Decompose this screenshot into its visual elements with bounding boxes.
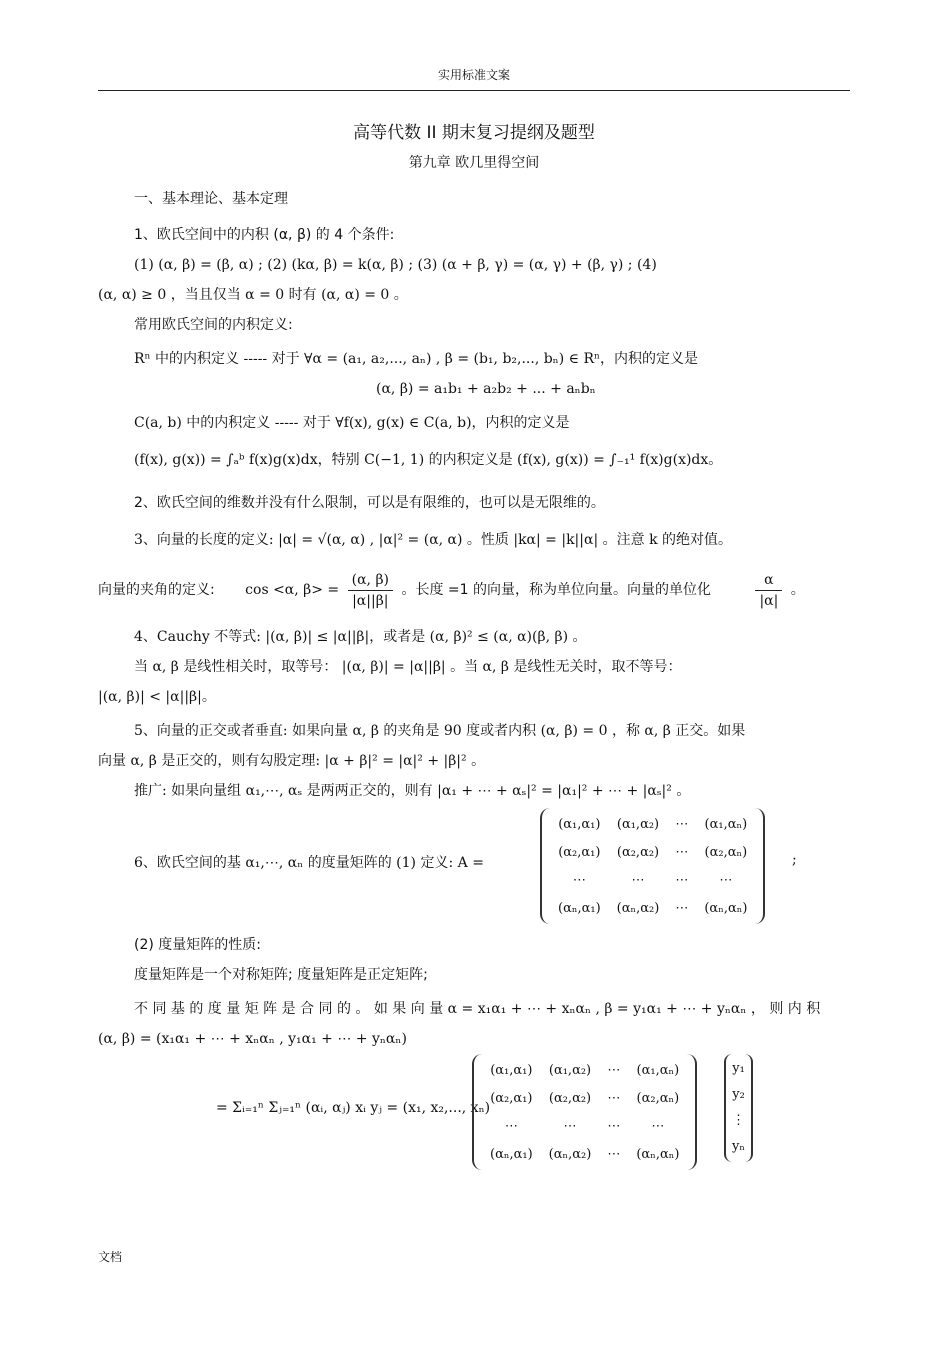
matrix-cell: ⋯: [675, 816, 689, 832]
vector-entry: y₁: [732, 1061, 745, 1076]
matrix-cell: ⋯: [504, 1118, 518, 1134]
congruence-statement: 不 同 基 的 度 量 矩 阵 是 合 同 的 。 如 果 向 量 α = x₁α₁ + ⋯ + xₙαₙ , β = y₁α₁ + ⋯ + yₙαₙ ， 则 内 积: [134, 1001, 821, 1017]
common-inner-product-heading: 常用欧氏空间的内积定义:: [134, 317, 293, 333]
metric-matrix-end: ;: [792, 852, 797, 868]
vector-entry: y₂: [732, 1087, 745, 1102]
inner-product-expansion: (α, β) = (x₁α₁ + ⋯ + xₙαₙ , y₁α₁ + ⋯ + yₙαₙ): [98, 1031, 407, 1047]
metric-matrix-table: [550, 810, 755, 922]
matrix-cell: (α₂,α₁): [490, 1090, 533, 1106]
matrix-cell: (αₙ,α₂): [616, 900, 660, 916]
metric-matrix: [540, 808, 765, 924]
page-footer: 文档: [98, 1250, 123, 1264]
matrix-cell: (αₙ,αₙ): [704, 900, 748, 916]
matrix-cell: (α₁,α₁): [490, 1062, 533, 1078]
unit-end: 。: [790, 582, 805, 598]
matrix-cell: (αₙ,α₁): [490, 1146, 533, 1162]
angle-denominator: |α||β|: [352, 592, 389, 609]
matrix-cell: ⋯: [572, 872, 586, 888]
page-header: 实用标准文案: [98, 62, 850, 91]
matrix-cell: (α₁,α₂): [548, 1062, 592, 1078]
vector-entry: yₙ: [732, 1139, 745, 1154]
rn-inner-product-formula: (α, β) = a₁b₁ + a₂b₂ + ... + aₙbₙ: [376, 381, 596, 397]
section-heading: 一、基本理论、基本定理: [134, 191, 288, 207]
cauchy-equality: 当 α, β 是线性相关时，取等号： |(α, β)| = |α||β| 。当 α, β 是线性无关时，取不等号：: [134, 659, 682, 675]
angle-cos: cos <α, β> =: [245, 582, 340, 598]
angle-definition: [98, 562, 850, 618]
unit-numerator: α: [755, 570, 782, 591]
matrix-cell: ⋯: [607, 1118, 621, 1134]
cab-inner-product-formula: (f(x), g(x)) = ∫ₐᵇ f(x)g(x)dx，特别 C(−1, 1) 的内积定义是 (f(x), g(x)) = ∫₋₁¹ f(x)g(x)dx。: [134, 452, 723, 468]
paragraph-inner-product: 1、欧氏空间中的内积 (α, β) 的 4 个条件:: [134, 227, 395, 243]
metric-matrix-repeat-table: [482, 1056, 687, 1168]
matrix-cell: (α₂,αₙ): [636, 1090, 680, 1106]
matrix-cell: (α₂,α₂): [616, 844, 660, 860]
cauchy-inequality: 4、Cauchy 不等式: |(α, β)| ≤ |α||β|，或者是 (α, β)² ≤ (α, α)(β, β) 。: [134, 629, 587, 645]
matrix-cell: ⋯: [651, 1118, 665, 1134]
inner-product-condition-4: (α, α) ≥ 0 ，当且仅当 α = 0 时有 (α, α) = 0 。: [98, 287, 408, 303]
matrix-cell: ⋯: [607, 1090, 621, 1106]
cauchy-strict: |(α, β)| < |α||β|。: [98, 689, 216, 705]
metric-matrix-repeat: [472, 1054, 697, 1170]
matrix-cell: ⋯: [675, 872, 689, 888]
pythagorean-theorem: 向量 α, β 是正交的，则有勾股定理: |α + β|² = |α|² + |β|² 。: [98, 753, 486, 769]
unit-vector-fraction: [755, 570, 782, 611]
angle-fraction: [348, 570, 393, 611]
matrix-cell: ⋯: [631, 872, 645, 888]
matrix-row: [550, 866, 755, 894]
chapter-title: 第九章 欧几里得空间: [408, 155, 540, 171]
matrix-row: [482, 1056, 687, 1084]
y-column-vector: [724, 1054, 753, 1162]
matrix-cell: (α₁,α₁): [558, 816, 601, 832]
matrix-cell: (αₙ,α₁): [558, 900, 601, 916]
inner-product-matrix-form: [98, 1054, 850, 1174]
document-title: 高等代数 II 期末复习提纲及题型: [353, 123, 595, 143]
metric-matrix-label: 6、欧氏空间的基 α₁,⋯, αₙ 的度量矩阵的 (1) 定义: A =: [134, 855, 484, 871]
angle-label: 向量的夹角的定义:: [98, 582, 215, 598]
metric-matrix-properties: 度量矩阵是一个对称矩阵; 度量矩阵是正定矩阵;: [134, 967, 428, 983]
document-body: [98, 112, 850, 1174]
pythagorean-generalization: 推广: 如果向量组 α₁,⋯, αₛ 是两两正交的，则有 |α₁ + ⋯ + αₛ|² = |α₁|² + ⋯ + |αₛ|² 。: [134, 783, 691, 799]
unit-denominator: |α|: [759, 592, 779, 609]
matrix-cell: (α₁,α₂): [616, 816, 660, 832]
matrix-row: [482, 1140, 687, 1168]
double-sum-expression: = Σᵢ₌₁ⁿ Σⱼ₌₁ⁿ (αᵢ, αⱼ) xᵢ yⱼ = (x₁, x₂,..., xₙ): [216, 1100, 491, 1116]
inner-product-conditions: (1) (α, β) = (β, α) ; (2) (kα, β) = k(α, β) ; (3) (α + β, γ) = (α, γ) + (β, γ) ; (4): [134, 257, 657, 273]
matrix-row: [550, 894, 755, 922]
matrix-row: [550, 838, 755, 866]
rn-inner-product-def: Rⁿ 中的内积定义 ----- 对于 ∀α = (a₁, a₂,..., aₙ) , β = (b₁, b₂,..., bₙ) ∈ Rⁿ，内积的定义是: [134, 351, 699, 367]
angle-rest: 。长度 =1 的向量，称为单位向量。向量的单位化: [401, 582, 711, 598]
matrix-row: [482, 1112, 687, 1140]
vector-entry: ⋮: [732, 1113, 745, 1128]
paragraph-dimension: 2、欧氏空间的维数并没有什么限制，可以是有限维的，也可以是无限维的。: [134, 495, 605, 511]
matrix-cell: ⋯: [607, 1062, 621, 1078]
angle-numerator: (α, β): [348, 570, 393, 591]
matrix-cell: (α₂,α₁): [558, 844, 601, 860]
metric-matrix-definition: [98, 806, 850, 926]
matrix-row: [550, 810, 755, 838]
metric-matrix-properties-heading: (2) 度量矩阵的性质:: [134, 937, 261, 953]
matrix-cell: (αₙ,αₙ): [636, 1146, 680, 1162]
matrix-row: [482, 1084, 687, 1112]
matrix-cell: ⋯: [719, 872, 733, 888]
matrix-cell: (α₂,α₂): [548, 1090, 592, 1106]
orthogonal-definition: 5、向量的正交或者垂直: 如果向量 α, β 的夹角是 90 度或者内积 (α, β) = 0 ，称 α, β 正交。如果: [134, 723, 746, 739]
matrix-cell: ⋯: [675, 900, 689, 916]
paragraph-length: 3、向量的长度的定义: |α| = √(α, α) , |α|² = (α, α) 。性质 |kα| = |k||α| 。注意 k 的绝对值。: [134, 532, 732, 548]
matrix-cell: ⋯: [607, 1146, 621, 1162]
matrix-cell: (α₁,αₙ): [636, 1062, 680, 1078]
matrix-cell: (α₁,αₙ): [704, 816, 748, 832]
matrix-cell: (α₂,αₙ): [704, 844, 748, 860]
matrix-cell: ⋯: [675, 844, 689, 860]
matrix-cell: ⋯: [563, 1118, 577, 1134]
matrix-cell: (αₙ,α₂): [548, 1146, 592, 1162]
cab-inner-product-def: C(a, b) 中的内积定义 ----- 对于 ∀f(x), g(x) ∈ C(a, b)，内积的定义是: [134, 415, 570, 431]
